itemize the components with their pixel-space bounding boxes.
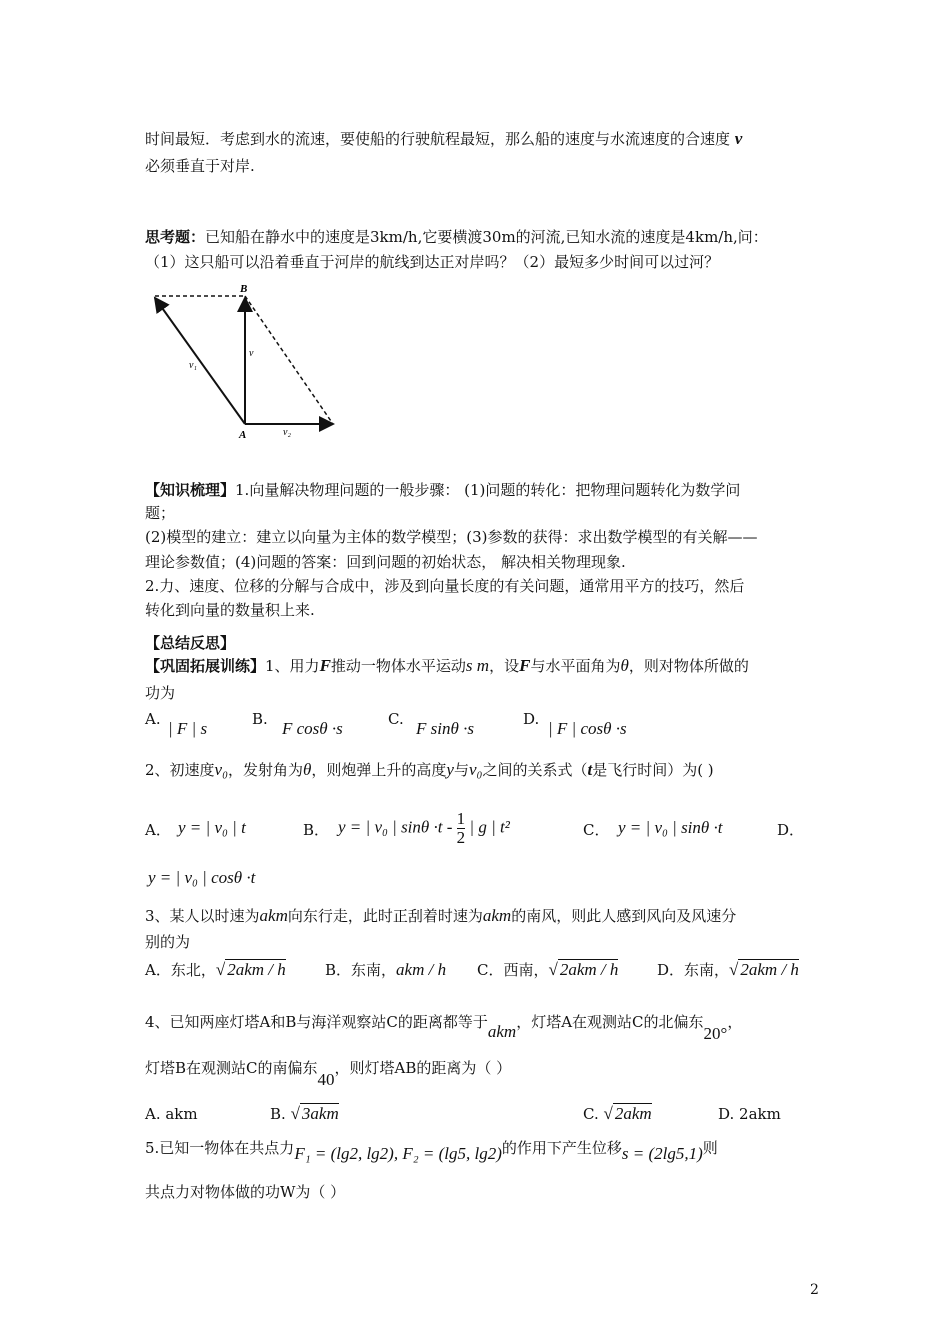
option-a: A. xyxy=(145,710,161,728)
question-4: 4、已知两座灯塔A和B与海洋观察站C的距离都等于akm，灯塔A在观测站C的北偏东20°， xyxy=(145,1013,743,1043)
velocity-diagram xyxy=(145,282,345,442)
q1-option-d-math: | F | cosθ ·s xyxy=(548,719,627,738)
knowledge-line: 题； xyxy=(145,504,176,522)
knowledge-line: 理论参数值；(4)问题的答案：回到问题的初始状态， 解决相关物理现象. xyxy=(145,553,626,571)
q2-option-d-math: y = | v₀ | cosθ ·t xyxy=(148,868,256,887)
knowledge-line: (2)模型的建立：建立以向量为主体的数学模型；(3)参数的获得：求出数学模型的有关解—— xyxy=(145,528,758,546)
q4-option-d: D. 2akm xyxy=(718,1105,781,1123)
q2-option-a: A． xyxy=(145,821,171,839)
question-3-line: 别的为 xyxy=(145,933,191,951)
summary-heading: 【总结反思】 xyxy=(145,634,236,652)
label-a: A xyxy=(239,429,247,441)
q1-option-b-math: F cosθ ·s xyxy=(282,719,343,738)
q4-option-a: A. akm xyxy=(145,1105,198,1123)
question-2: 2、初速度v₀，发射角为θ，则炮弹上升的高度y与v₀之间的关系式（t是飞行时间）为( ) xyxy=(145,760,714,779)
q1-option-c-math: F sinθ ·s xyxy=(416,719,474,738)
q3-option-a: A．东北，√ 2akm / h xyxy=(145,960,286,979)
label-v2: v₂ xyxy=(283,427,291,438)
label-b: B xyxy=(240,283,248,295)
q3-option-c: C．西南，√ 2akm / h xyxy=(477,960,619,979)
q3-option-b: B．东南，akm / h xyxy=(325,960,447,979)
q2-option-c: C． xyxy=(583,821,610,839)
question-3: 3、某人以时速为akm向东行走，此时正刮着时速为akm的南风，则此人感到风向及风速分 xyxy=(145,906,737,925)
q2-option-a-math: y = | v₀ | t xyxy=(178,818,246,837)
question-5-line: 共点力对物体做的功W为（ ） xyxy=(145,1183,346,1201)
option-c: C. xyxy=(388,710,404,728)
q2-option-b-math: y = | v₀ | sinθ ·t - $\frac{1}{2}$ | g | t² xyxy=(338,809,510,847)
paragraph-line: 时间最短．考虑到水的流速，要使船的行驶航程最短，那么船的速度与水流速度的合速度 v xyxy=(145,129,743,148)
q1-option-a-math: | F | s xyxy=(168,719,208,738)
think-question: 思考题：已知船在静水中的速度是3km/h,它要横渡30m的河流,已知水流的速度是4km/h,问： xyxy=(145,228,768,246)
paragraph-line: 必须垂直于对岸. xyxy=(145,157,255,175)
question-4-line: 灯塔B在观测站C的南偏东40，则灯塔AB的距离为（ ） xyxy=(145,1059,512,1089)
think-question-line: （1）这只船可以沿着垂直于河岸的航线到达正对岸吗？（2）最短多少时间可以过河？ xyxy=(145,253,720,271)
knowledge-line: 【知识梳理】1.向量解决物理问题的一般步骤： (1)问题的转化：把物理问题转化为数学问 xyxy=(145,481,741,499)
option-d: D. xyxy=(523,710,540,728)
q3-option-d: D．东南，√ 2akm / h xyxy=(657,960,799,979)
knowledge-line: 2.力、速度、位移的分解与合成中，涉及到向量长度的有关问题，通常用平方的技巧，然后 xyxy=(145,577,745,595)
q2-option-b: B． xyxy=(303,821,330,839)
knowledge-line: 转化到向量的数量积上来. xyxy=(145,601,315,619)
question-1-line: 功为 xyxy=(145,684,176,702)
page-number: 2 xyxy=(810,1282,819,1298)
q2-option-d: D． xyxy=(777,821,805,839)
q4-option-c: C. √ 2akm xyxy=(583,1104,652,1123)
label-v: v xyxy=(249,348,254,359)
q4-option-b: B. √ 3akm xyxy=(270,1104,339,1123)
label-v1: v₁ xyxy=(189,360,197,371)
q2-option-c-math: y = | v₀ | sinθ ·t xyxy=(618,818,723,837)
option-b: B. xyxy=(252,710,268,728)
question-1: 【巩固拓展训练】1、用力F推动一物体水平运动s m，设F与水平面角为θ，则对物体所做的 xyxy=(145,656,749,675)
question-5: 5.已知一物体在共点力F₁ = (lg2, lg2), F₂ = (lg5, lg2)的作用下产生位移s = (2lg5,1)则 xyxy=(145,1139,718,1163)
